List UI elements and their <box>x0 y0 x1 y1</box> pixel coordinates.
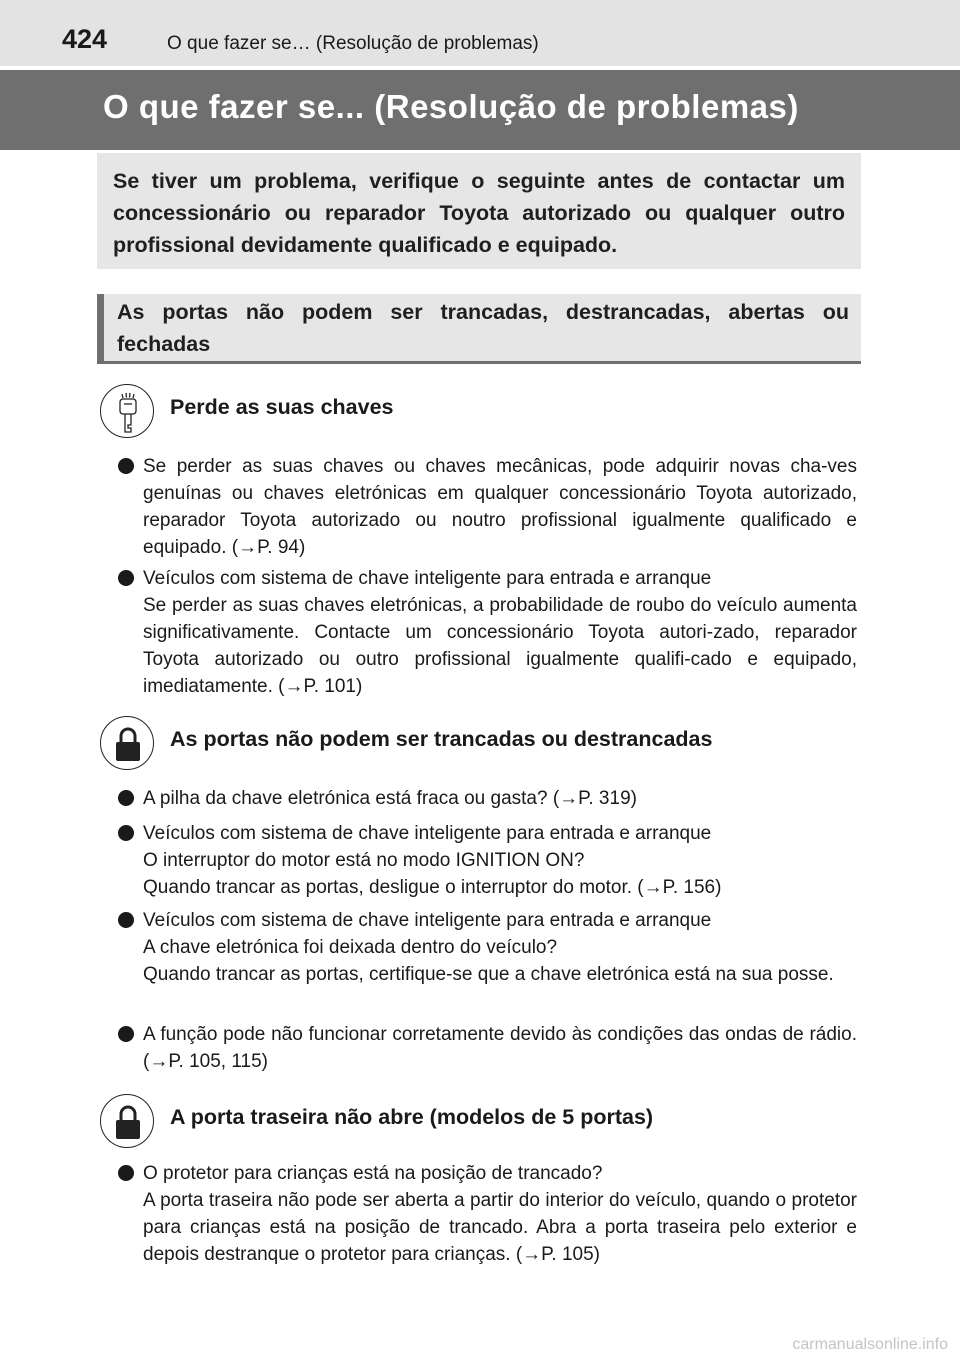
bullet-dot <box>118 570 134 586</box>
bullet-text: Veículos com sistema de chave inteligente para entrada e arranque Se perder as suas chaves eletrónicas, a probabilidade de roubo do veículo aumenta significativamente. Contacte um concessionário Toyota autori-zado, reparador Toyota autorizado ou outro profissional igualmente qualifi-cado e equipado, imediatamente. (→P. 101) <box>143 568 857 697</box>
watermark: carmanualsonline.info <box>792 1336 948 1353</box>
running-title: O que fazer se… (Resolução de problemas) <box>167 33 539 54</box>
section-heading <box>97 294 861 364</box>
chapter-title: O que fazer se... (Resolução de problemas) <box>103 88 799 125</box>
bullet-text: O protetor para crianças está na posição de trancado? A porta traseira não pode ser aberta a partir do interior do veículo, quando o protetor para crianças está na posição de trancado. Abra a porta traseira pelo exterior e depois destranque o protetor para crianças. (→P. 105) <box>143 1163 857 1265</box>
subsection-lost-keys <box>100 384 860 440</box>
subsection-title: Perde as suas chaves <box>170 395 394 419</box>
list-item <box>115 453 857 561</box>
bullet-dot <box>118 790 134 806</box>
padlock-icon <box>100 716 154 770</box>
chapter-banner <box>0 70 960 150</box>
subsection-title: A porta traseira não abre (modelos de 5 portas) <box>170 1105 654 1129</box>
bullet-text: Veículos com sistema de chave inteligente para entrada e arranque O interruptor do motor está no modo IGNITION ON? Quando trancar as portas, desligue o interruptor do motor. (→P. 156) <box>143 823 722 898</box>
list-item <box>115 1160 857 1268</box>
padlock-icon <box>100 1094 154 1148</box>
list-item <box>115 785 857 812</box>
subsection-doors-lock <box>100 716 860 772</box>
bullet-dot <box>118 458 134 474</box>
bullet-text: Se perder as suas chaves ou chaves mecânicas, pode adquirir novas cha-ves genuínas ou chaves eletrónicas em qualquer concessionário Toyota autorizado, reparador Toyota autorizado ou noutro profissional igualmente qualificado e equipado. (→P. 94) <box>143 456 857 558</box>
list-item <box>115 1021 857 1075</box>
intro-box <box>97 153 861 269</box>
page-number: 424 <box>62 24 108 54</box>
running-header <box>0 0 960 70</box>
bullet-dot <box>118 825 134 841</box>
subsection-rear-door <box>100 1094 860 1150</box>
key-icon <box>100 384 154 438</box>
subsection-title: As portas não podem ser trancadas ou destrancadas <box>170 727 713 751</box>
list-item <box>115 907 857 988</box>
bullet-dot <box>118 912 134 928</box>
list-item <box>115 820 857 901</box>
bullet-text: Veículos com sistema de chave inteligente para entrada e arranque A chave eletrónica foi deixada dentro do veículo? Quando trancar as portas, certifique-se que a chave eletrónica está na sua posse. <box>143 910 834 985</box>
list-item <box>115 565 857 700</box>
intro-text: Se tiver um problema, verifique o seguinte antes de contactar um concessionário ou reparador Toyota autorizado ou qualquer outro profissional devidamente qualificado e equipado. <box>113 169 845 257</box>
section-title: As portas não podem ser trancadas, destrancadas, abertas ou fechadas <box>117 300 849 356</box>
bullet-text: A pilha da chave eletrónica está fraca ou gasta? (→P. 319) <box>143 788 637 809</box>
bullet-dot <box>118 1026 134 1042</box>
bullet-text: A função pode não funcionar corretamente devido às condições das ondas de rádio. (→P. 105, 115) <box>143 1024 857 1072</box>
bullet-dot <box>118 1165 134 1181</box>
